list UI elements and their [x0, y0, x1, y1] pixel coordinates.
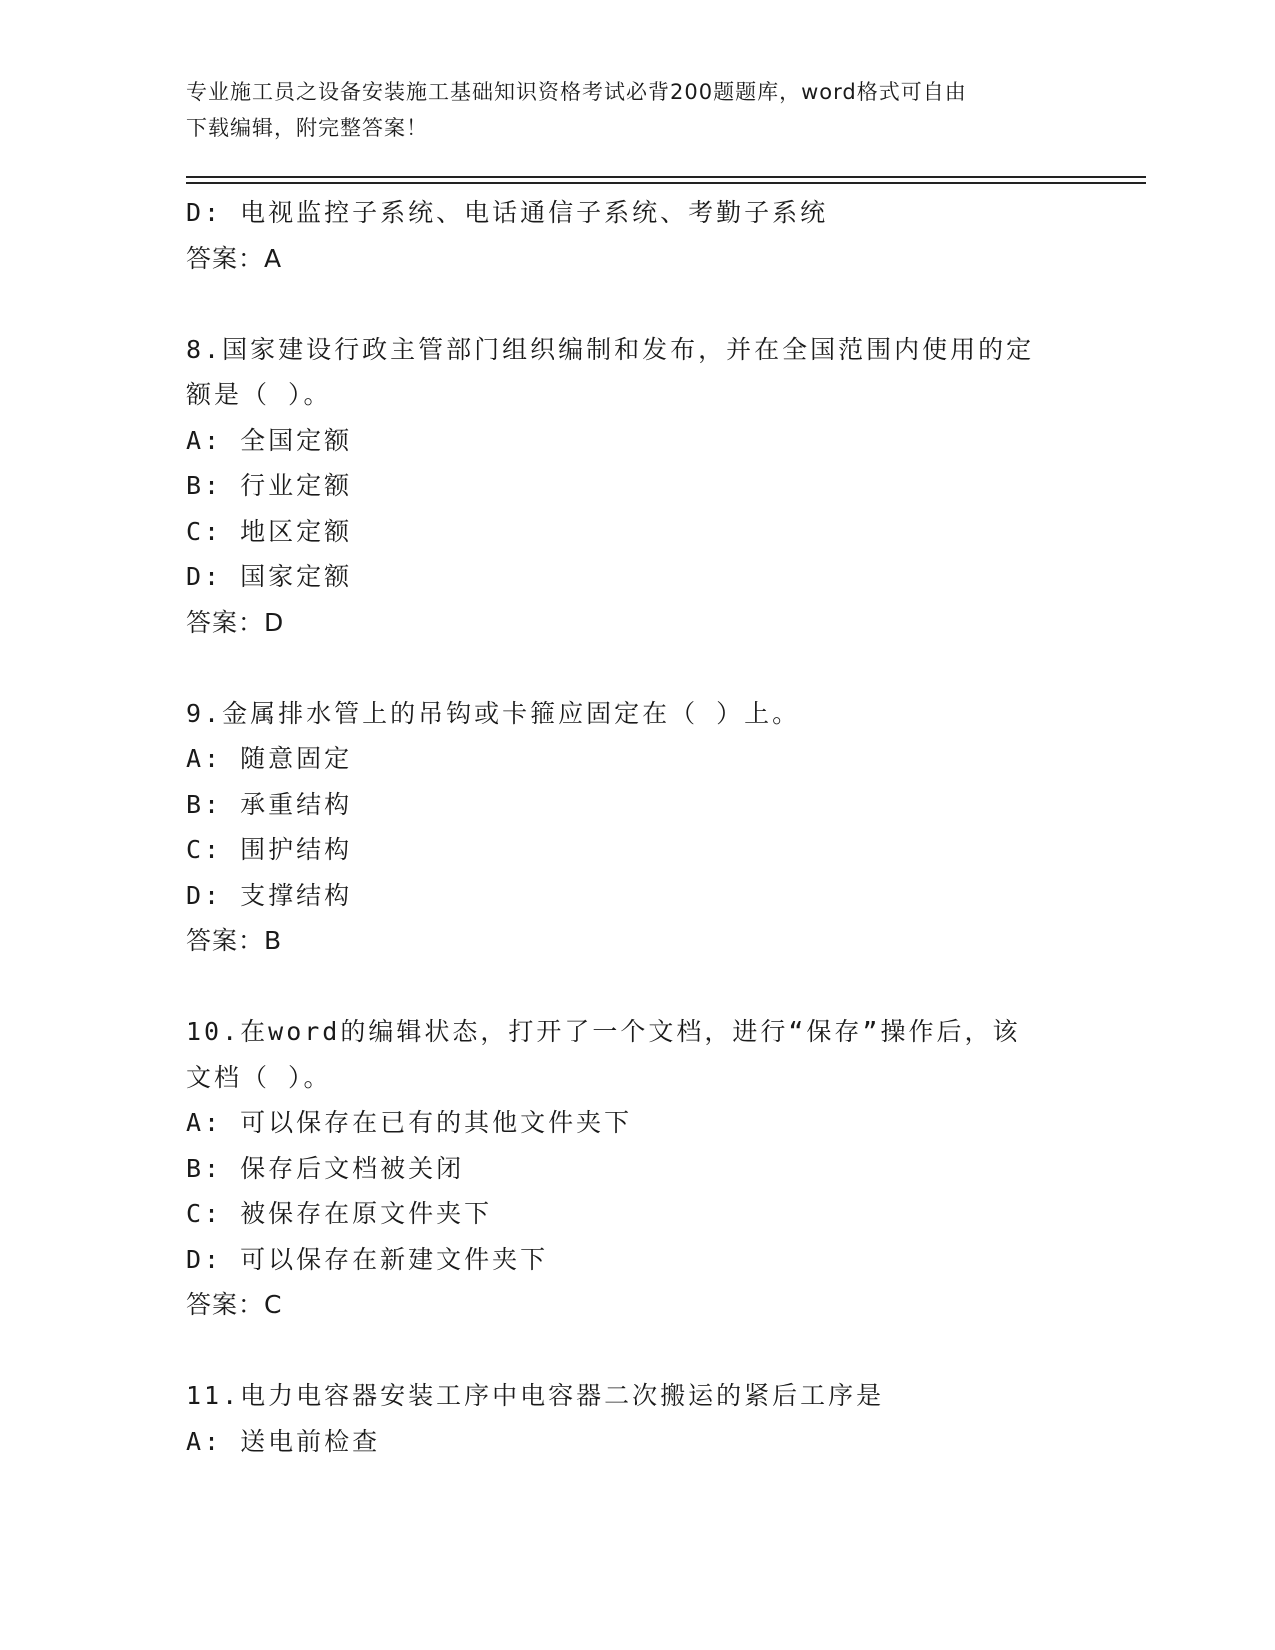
option-a: A: 全国定额 — [186, 425, 353, 455]
option-a: A: 随意固定 — [186, 744, 353, 773]
option-d: D: 国家定额 — [186, 562, 353, 591]
question-11 — [186, 1373, 1066, 1464]
option-b: B: 行业定额 — [186, 471, 353, 500]
option-b: B: 保存后文档被关闭 — [186, 1153, 465, 1183]
header-line-1: 专业施工员之设备安装施工基础知识资格考试必背200题题库，word格式可自由 — [186, 80, 967, 104]
question-stem: 10.在word的编辑状态，打开了一个文档，进行“保存”操作后，该 — [186, 1017, 1021, 1046]
spacer — [186, 1328, 1066, 1374]
answer-line: 答案：D — [186, 607, 285, 637]
question-7-tail — [186, 190, 1066, 281]
question-stem: 8.国家建设行政主管部门组织编制和发布，并在全国范围内使用的定 — [186, 334, 1035, 364]
option-c: C: 地区定额 — [186, 516, 353, 546]
answer-line: 答案：C — [186, 1290, 283, 1319]
option-b: B: 承重结构 — [186, 789, 353, 819]
option-c: C: 围护结构 — [186, 835, 353, 864]
question-stem-continued: 额是（ ）。 — [186, 380, 332, 409]
option-a: A: 可以保存在已有的其他文件夹下 — [186, 1108, 633, 1137]
question-stem: 9.金属排水管上的吊钩或卡箍应固定在（ ）上。 — [186, 698, 801, 728]
header-divider-bottom — [186, 182, 1146, 184]
question-10 — [186, 1009, 1066, 1328]
question-stem-continued: 文档（ ）。 — [186, 1062, 332, 1092]
question-9 — [186, 691, 1066, 964]
question-8 — [186, 327, 1066, 646]
header-line-2: 下载编辑，附完整答案！ — [186, 116, 428, 140]
option-d: D: 电视监控子系统、电话通信子系统、考勤子系统 — [186, 198, 829, 227]
spacer — [186, 281, 1066, 327]
question-stem: 11.电力电容器安装工序中电容器二次搬运的紧后工序是 — [186, 1381, 885, 1410]
question-list — [186, 190, 1066, 1464]
spacer — [186, 645, 1066, 691]
spacer — [186, 964, 1066, 1010]
header-divider-top — [186, 176, 1146, 178]
document-header — [186, 74, 1066, 146]
option-c: C: 被保存在原文件夹下 — [186, 1199, 493, 1228]
option-a: A: 送电前检查 — [186, 1426, 381, 1456]
option-d: D: 可以保存在新建文件夹下 — [186, 1244, 549, 1274]
option-d: D: 支撑结构 — [186, 880, 353, 910]
answer-line: 答案：B — [186, 926, 283, 955]
answer-line: 答案：A — [186, 243, 283, 273]
